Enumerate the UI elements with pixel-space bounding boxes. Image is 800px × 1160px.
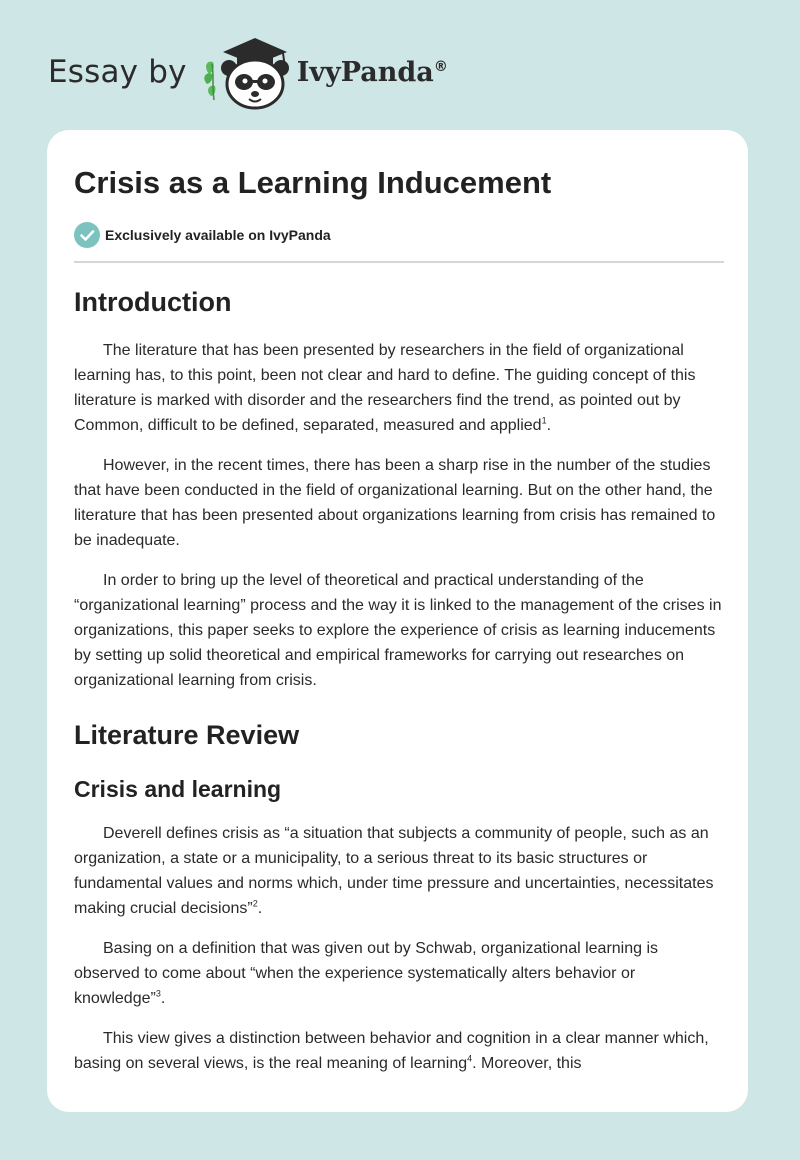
- badge-label: Exclusively available on IvyPanda: [105, 227, 331, 243]
- divider: [74, 261, 724, 263]
- exclusive-badge: [74, 222, 331, 248]
- essay-title: Crisis as a Learning Inducement: [74, 165, 552, 200]
- site-brand[interactable]: [48, 34, 448, 110]
- brand-prefix: Essay by: [48, 54, 187, 90]
- footnote-ref[interactable]: 3: [155, 988, 161, 999]
- paragraph: Basing on a definition that was given out by Schwab, organizational learning is observed to come about “when the experience systematically alters behavior or knowledge”$^3$.: [74, 940, 659, 1007]
- panda-logo-icon: [203, 34, 295, 110]
- paragraph: The literature that has been presented by researchers in the field of organizational learning has, to this point, been not clear and hard to define. The guiding concept of this literature is marked with disorder and the researchers find the trend, as pointed out by Common, difficult to be defined, separated, measured and applied$^1$.: [74, 342, 696, 434]
- footnote-ref[interactable]: 2: [252, 898, 258, 909]
- footnote-ref[interactable]: 1: [541, 415, 547, 426]
- registered-mark: ®: [433, 58, 448, 75]
- section-heading-literature-review: Literature Review: [74, 720, 300, 750]
- paragraph: However, in the recent times, there has been a sharp rise in the number of the studies that have been conducted in the field of organizational learning. But on the other hand, the literature that has been presented about organizations learning from crisis has remained to be inadequate.: [74, 457, 716, 549]
- subsection-heading-crisis-and-learning: Crisis and learning: [74, 776, 282, 802]
- paragraph: In order to bring up the level of theoretical and practical understanding of the “organizational learning” process and the way it is linked to the management of the crises in organizations, this paper seeks to explore the experience of crisis as learning inducements by setting up solid theoretical and empirical frameworks for carrying out researches on organizational learning from crisis.: [74, 572, 722, 689]
- check-circle-icon: [74, 222, 100, 248]
- brand-name: IvyPanda®: [296, 56, 448, 88]
- article-body: [74, 280, 724, 1091]
- paragraph: This view gives a distinction between behavior and cognition in a clear manner which, basing on several views, is the real meaning of learning$^4$. Moreover, this: [74, 1030, 709, 1072]
- section-heading-introduction: Introduction: [74, 287, 232, 317]
- paragraph: Deverell defines crisis as “a situation that subjects a community of people, such as an organization, a state or a municipality, to a serious threat to its basic structures or fundamental values and norms which, under time pressure and uncertainties, necessitates making crucial decisions”$^2$.: [74, 825, 714, 917]
- essay-card: [47, 130, 748, 1112]
- footnote-ref[interactable]: 4: [467, 1053, 473, 1064]
